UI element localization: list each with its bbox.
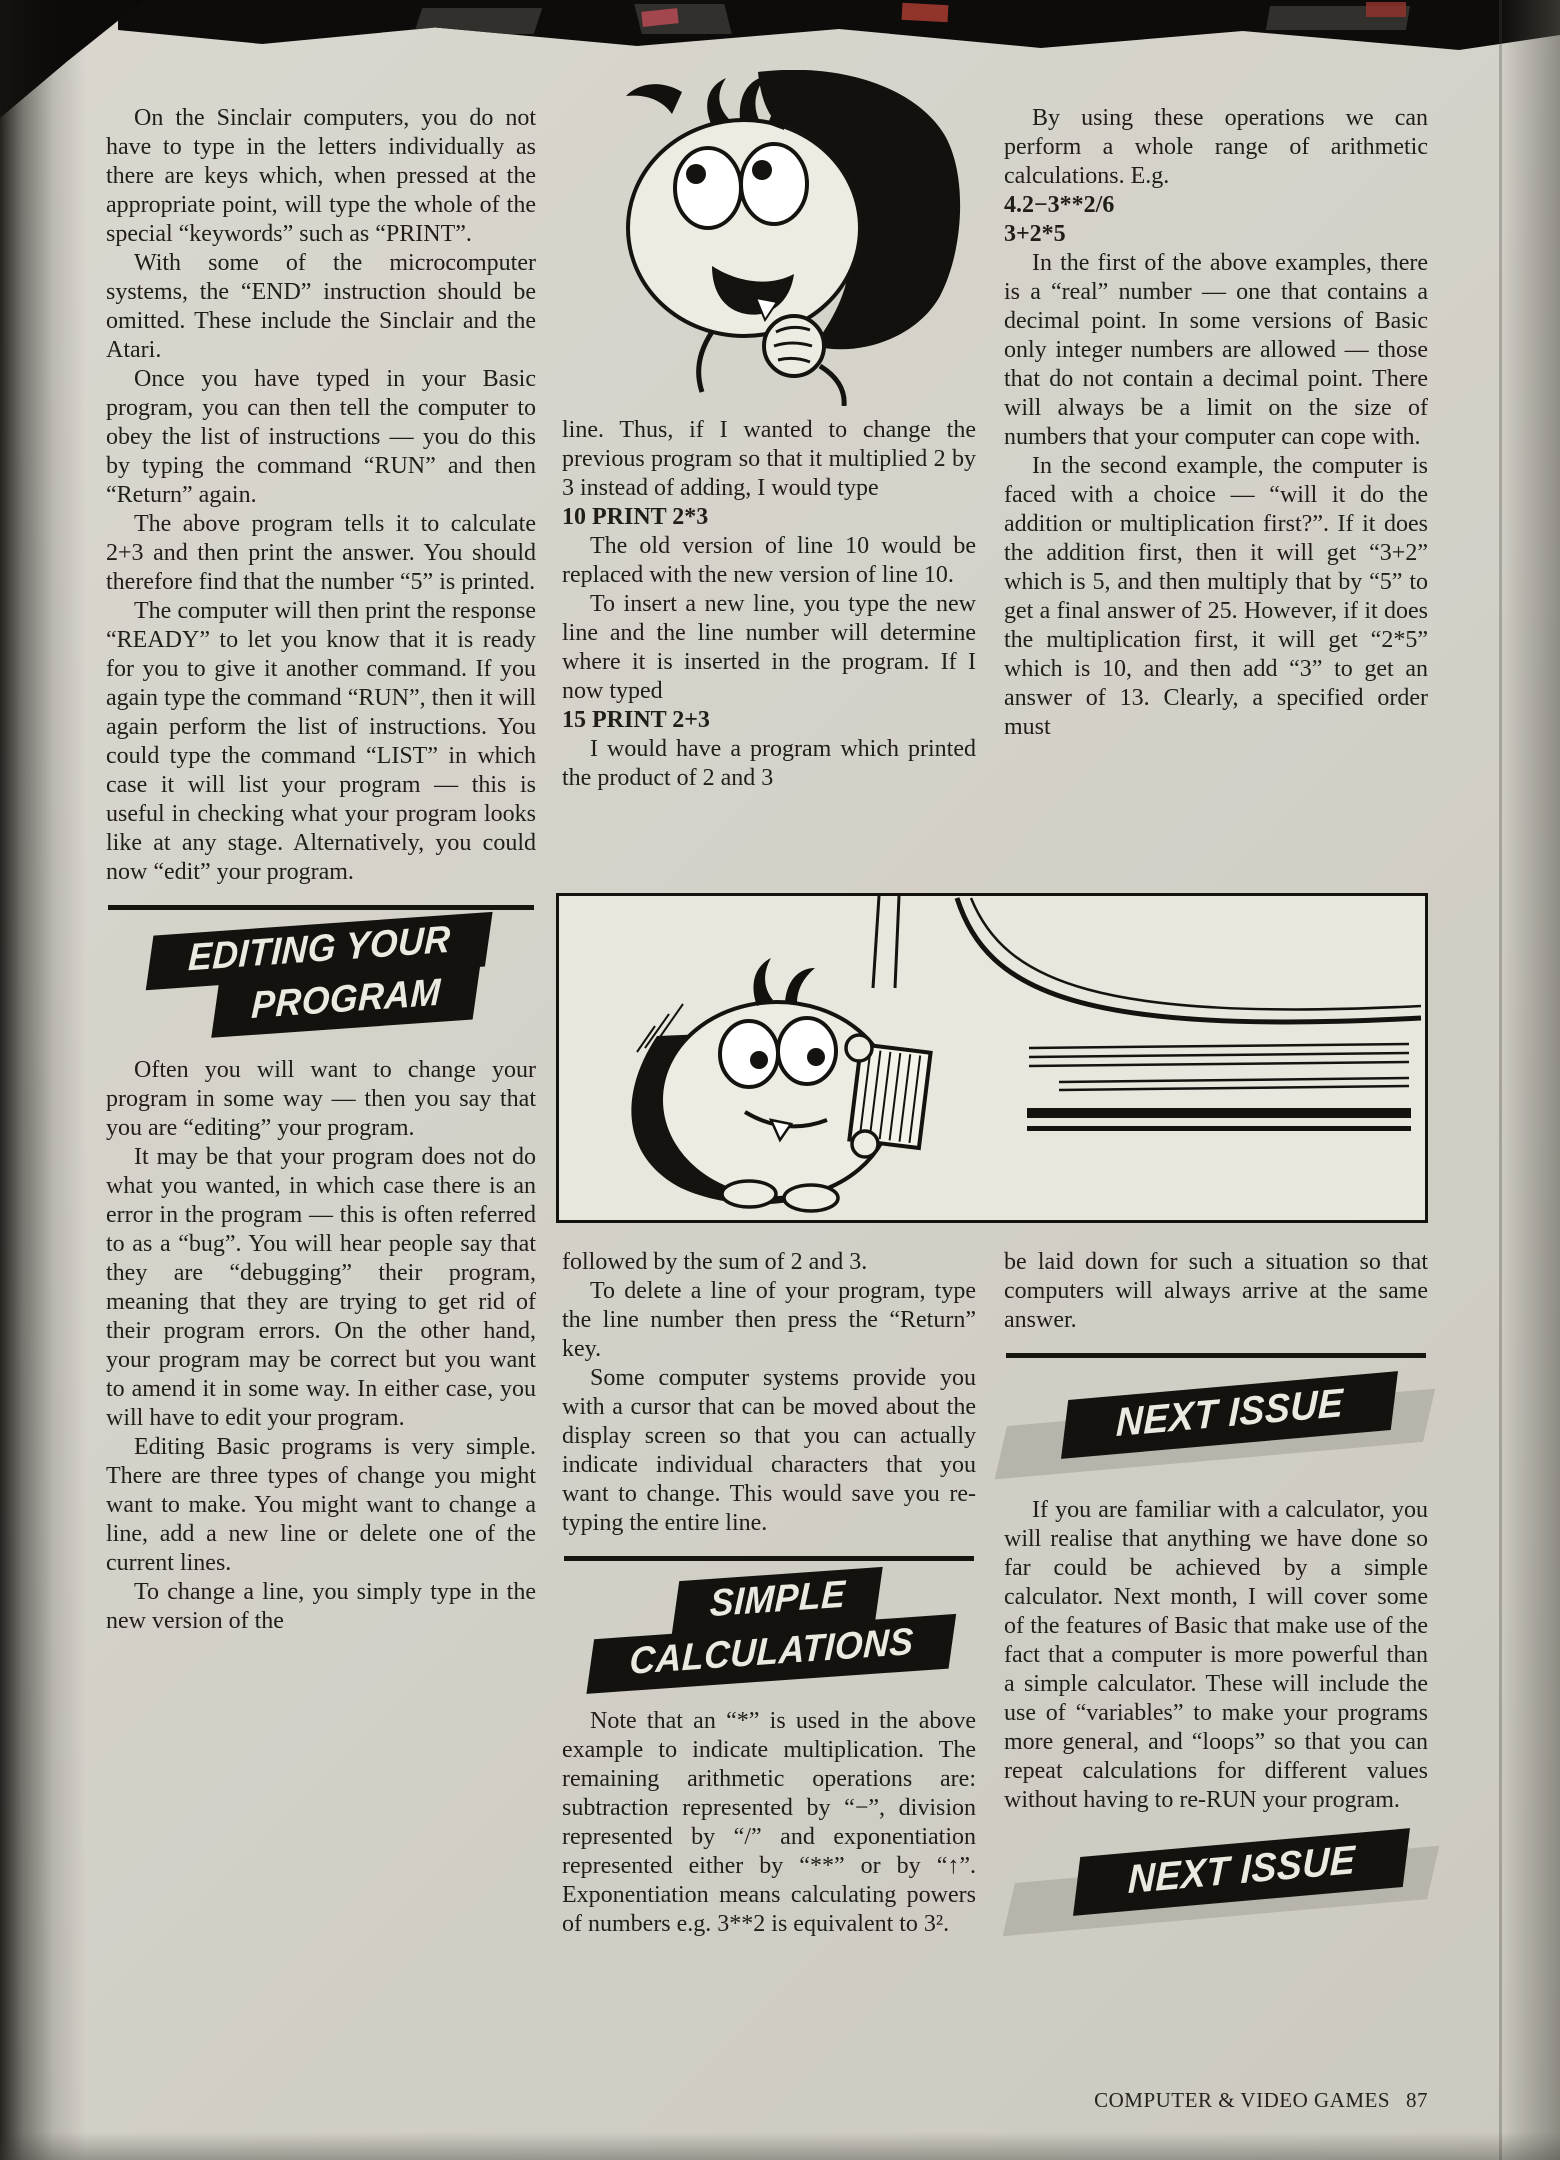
page-footer <box>1004 2088 1428 2113</box>
column-right-bottom <box>1004 1248 1428 1949</box>
paragraph: With some of the microcomputer systems, the “END” instruction should be omitted. These include the Sinclair and the Atari. <box>106 250 536 363</box>
paragraph: be laid down for such a situation so that computers will always arrive at the same answer. <box>1004 1249 1428 1333</box>
basic-code-line: 3+2*5 <box>1004 221 1066 247</box>
reading-monster-drawing <box>559 896 1425 1220</box>
column-middle-top <box>562 70 976 793</box>
page-number: 87 <box>1406 2088 1428 2112</box>
paragraph: Note that an “*” is used in the above example to indicate multiplication. The remaining arithmetic operations are: subtraction represented by “−”, division represented by “/” and exponentiation represented either by “**” or by “↑”. Exponentiation means calculating powers of numbers e.g. 3**2 is equivalent to 3². <box>562 1708 976 1937</box>
scan-artifact-color-fragment <box>1366 2 1406 17</box>
column-left <box>106 104 536 1636</box>
page-crease-line <box>1499 0 1502 2160</box>
scan-artifact-color-fragment <box>902 3 949 22</box>
banner-text: NEXT ISSUE <box>1115 1380 1344 1446</box>
reading-monster-illustration <box>556 893 1428 1223</box>
next-issue-banner-bottom <box>1004 1825 1428 1933</box>
basic-code-line: 10 PRINT 2*3 <box>562 504 709 530</box>
thinking-monster-drawing <box>562 70 976 406</box>
paragraph: line. Thus, if I wanted to change the previous program so that it multiplied 2 by 3 instead of adding, I would type <box>562 417 976 501</box>
next-issue-banner <box>1004 1372 1428 1480</box>
scan-artifact-ghost <box>414 8 542 34</box>
basic-code-line: 4.2−3**2/6 <box>1004 192 1115 218</box>
paragraph: To insert a new line, you type the new line and the line number will determine where it is inserted in the program. If I now typed <box>562 591 976 704</box>
paragraph: The old version of line 10 would be replaced with the new version of line 10. <box>562 533 976 588</box>
banner-text: NEXT ISSUE <box>1127 1837 1356 1903</box>
paragraph: Once you have typed in your Basic program, you can then tell the computer to obey the list of instructions — you do this by typing the command “RUN” and then “Return” again. <box>106 366 536 508</box>
banner-text: PROGRAM <box>250 971 442 1028</box>
column-middle-bottom <box>562 1248 976 1939</box>
paragraph: Editing Basic programs is very simple. There are three types of change you might want to make. You might want to change a line, add a new line or delete one of the current lines. <box>106 1434 536 1576</box>
thinking-monster-illustration <box>562 70 976 406</box>
paragraph: I would have a program which printed the product of 2 and 3 <box>562 736 976 791</box>
paragraph: By using these operations we can perform a whole range of arithmetic calculations. E.g. <box>1004 105 1428 189</box>
paragraph: Often you will want to change your program in some way — then you say that you are “editing” your program. <box>106 1057 536 1141</box>
paragraph: On the Sinclair computers, you do not have to type in the letters individually as there are keys which, when pressed at the appropriate point, will type the whole of the special “keywords” such as “PRINT”. <box>106 105 536 247</box>
paragraph: It may be that your program does not do what you wanted, in which case there is an error in the program — this is often referred to as a “bug”. You will hear people say that they are “debugging” their program, meaning that they are trying to get rid of their program errors. On the other hand, your program may be correct but you want to amend it in some way. In either case, you will have to edit your program. <box>106 1144 536 1431</box>
paragraph: In the second example, the computer is faced with a choice — “will it do the addition or multiplication first?”. If it does the addition first, then it will get “3+2” which is 5, and then multiply that by “5” to get a final answer of 25. However, if it does the multiplication first, it will get “2*5” which is 10, and then add “3” to get an answer of 13. Clearly, a specified order must <box>1004 453 1428 740</box>
section-divider <box>108 905 534 910</box>
scan-artifact-top-strip <box>118 0 1560 50</box>
paragraph: The above program tells it to calculate 2+3 and then print the answer. You should therefore find that the number “5” is printed. <box>106 511 536 595</box>
binding-shadow <box>0 0 86 2160</box>
paragraph: In the first of the above examples, there is a “real” number — one that contains a decimal point. In some versions of Basic only integer numbers are allowed — those that do not contain a decimal point. There will always be a limit on the size of numbers that your computer can cope with. <box>1004 250 1428 450</box>
page-bottom-shadow <box>0 2132 1560 2160</box>
paragraph: The computer will then print the response “READY” to let you know that it is ready for you to give it another command. If you again type the command “RUN”, then it will again perform the list of instructions. You could type the command “LIST” in which case it will list your program — this is useful in checking what your program looks like at any stage. Alternatively, you could now “edit” your program. <box>106 598 536 885</box>
column-right-top <box>1004 104 1428 742</box>
section-divider <box>564 1556 974 1561</box>
magazine-title: COMPUTER & VIDEO GAMES <box>1094 2088 1390 2112</box>
banner-text: EDITING YOUR <box>187 918 452 980</box>
basic-code-line: 15 PRINT 2+3 <box>562 707 710 733</box>
paragraph: Some computer systems provide you with a cursor that can be moved about the display screen so that you can actually indicate individual characters that you want to change. This would save you re-typing the entire line. <box>562 1365 976 1536</box>
banner-text: SIMPLE <box>708 1573 846 1626</box>
editing-your-program-banner <box>103 909 539 1045</box>
paragraph: To delete a line of your program, type the line number then press the “Return” key. <box>562 1278 976 1362</box>
paragraph: followed by the sum of 2 and 3. <box>562 1249 868 1275</box>
section-divider <box>1006 1353 1426 1358</box>
paragraph: To change a line, you simply type in the new version of the <box>106 1579 536 1634</box>
paragraph: If you are familiar with a calculator, you will realise that anything we have done so far could be achieved by a simple calculator. Next month, I will cover some of the features of Basic that make use of the fact that a computer is more powerful than a simple calculator. These will include the use of “variables” to make your programs more general, and “loops” so that you can repeat calculations for different values without having to re-RUN your program. <box>1004 1497 1428 1813</box>
banner-text: CALCULATIONS <box>628 1620 914 1683</box>
simple-calculations-banner <box>559 1561 979 1696</box>
